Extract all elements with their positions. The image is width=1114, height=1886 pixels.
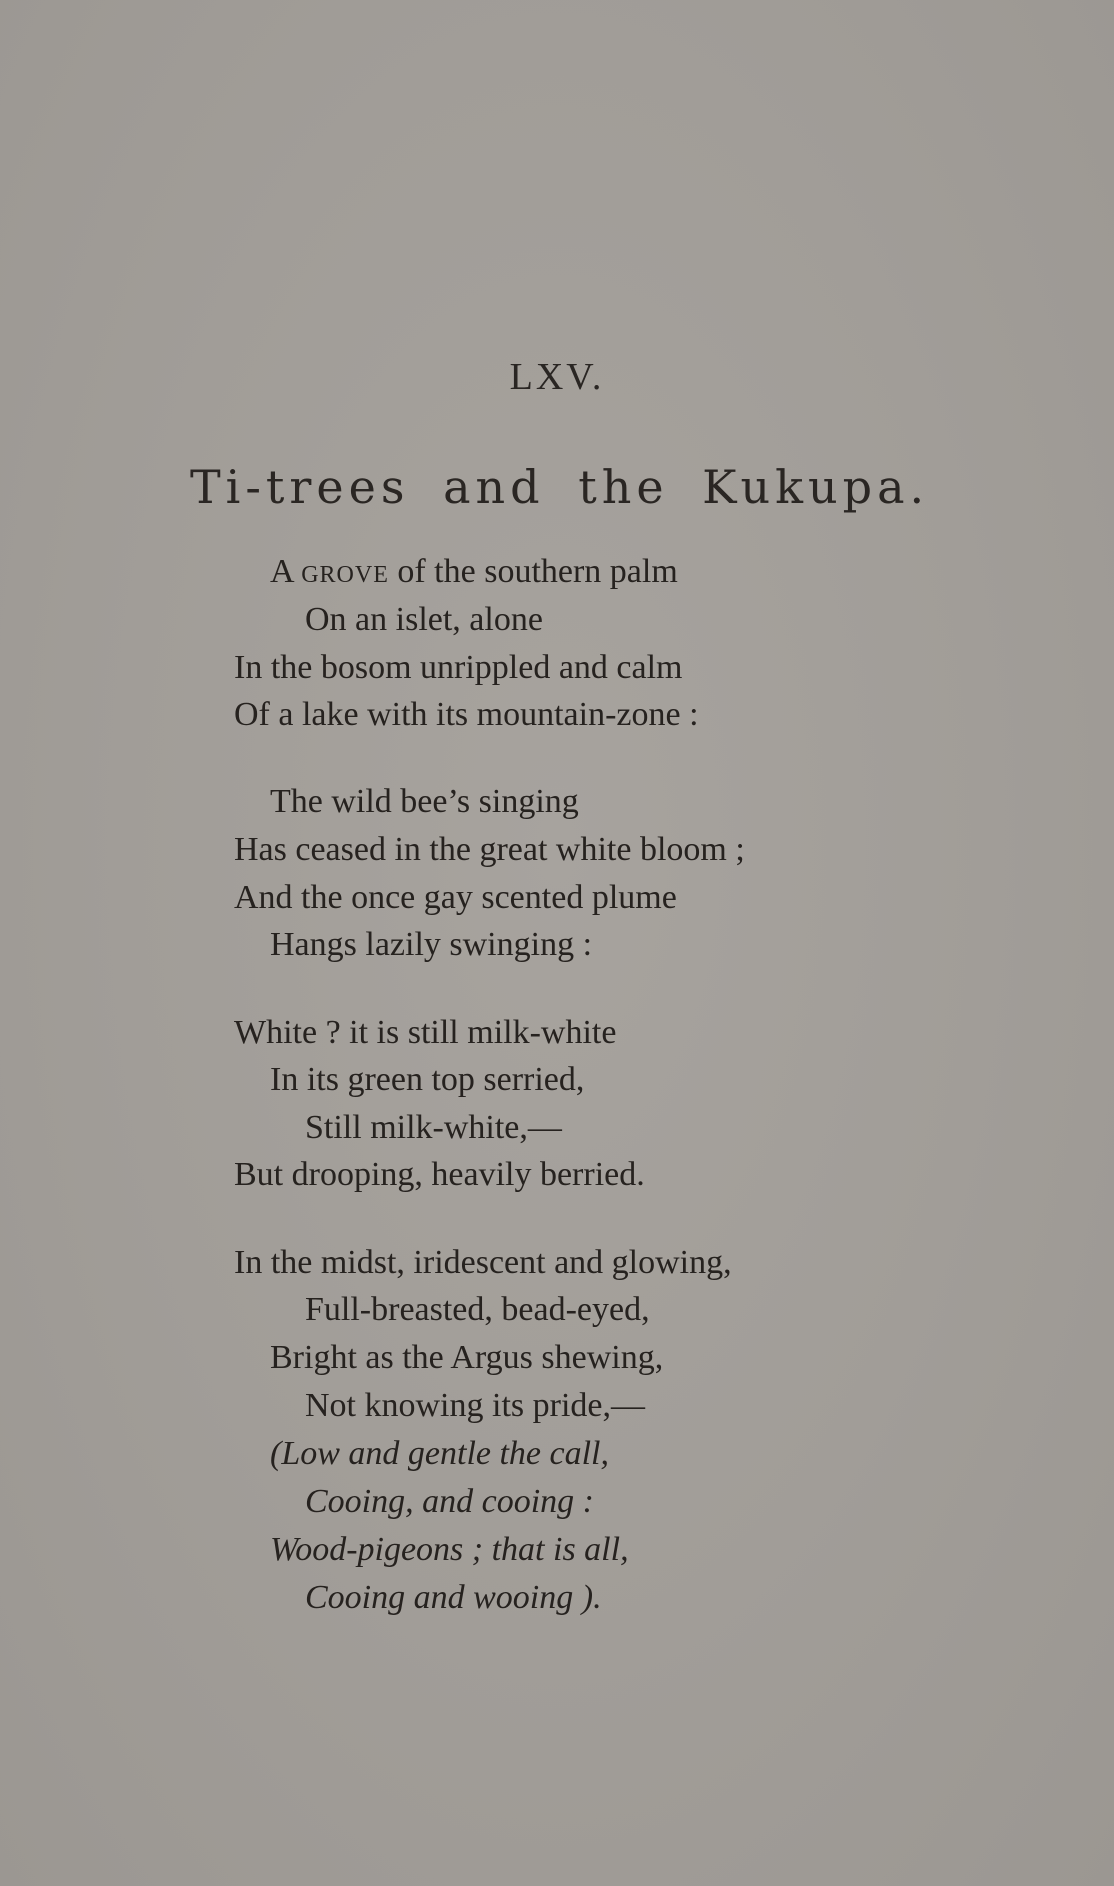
poem-line (270, 552, 678, 592)
poem-line: In the midst, iridescent and glowing, (234, 1244, 732, 1281)
poem-line: The wild bee’s singing (270, 783, 579, 820)
poem-line-italic: (Low and gentle the call, (270, 1435, 610, 1472)
poem-line: In the bosom unrippled and calm (234, 649, 683, 686)
poem-line-italic: Cooing, and cooing : (305, 1483, 594, 1520)
poem-line: White ? it is still milk-white (234, 1014, 617, 1051)
poem-line: Not knowing its pride,— (305, 1387, 645, 1424)
line-rest: of the southern palm (388, 553, 678, 590)
poem-title: Ti-trees and the Kukupa. (190, 460, 930, 514)
poem-line-italic: Cooing and wooing ). (305, 1579, 602, 1616)
poem-line: Hangs lazily swinging : (270, 926, 593, 963)
poem-line: Of a lake with its mountain-zone : (234, 696, 699, 733)
poem-line: On an islet, alone (305, 601, 543, 638)
poem-line: Still milk-white,— (305, 1109, 562, 1146)
line-smallcaps-word: grove (301, 553, 389, 590)
poem-line: Full-breasted, bead-eyed, (305, 1291, 650, 1328)
poem-line: Bright as the Argus shewing, (270, 1339, 664, 1376)
poem-line: Has ceased in the great white bloom ; (234, 831, 745, 868)
poem-line: In its green top serried, (270, 1061, 585, 1098)
section-number: LXV. (509, 356, 605, 398)
line-lead: A (270, 553, 302, 590)
poem-line: But drooping, heavily berried. (234, 1156, 645, 1193)
poem-line: And the once gay scented plume (234, 879, 677, 916)
poem-line-italic: Wood-pigeons ; that is all, (270, 1531, 629, 1568)
